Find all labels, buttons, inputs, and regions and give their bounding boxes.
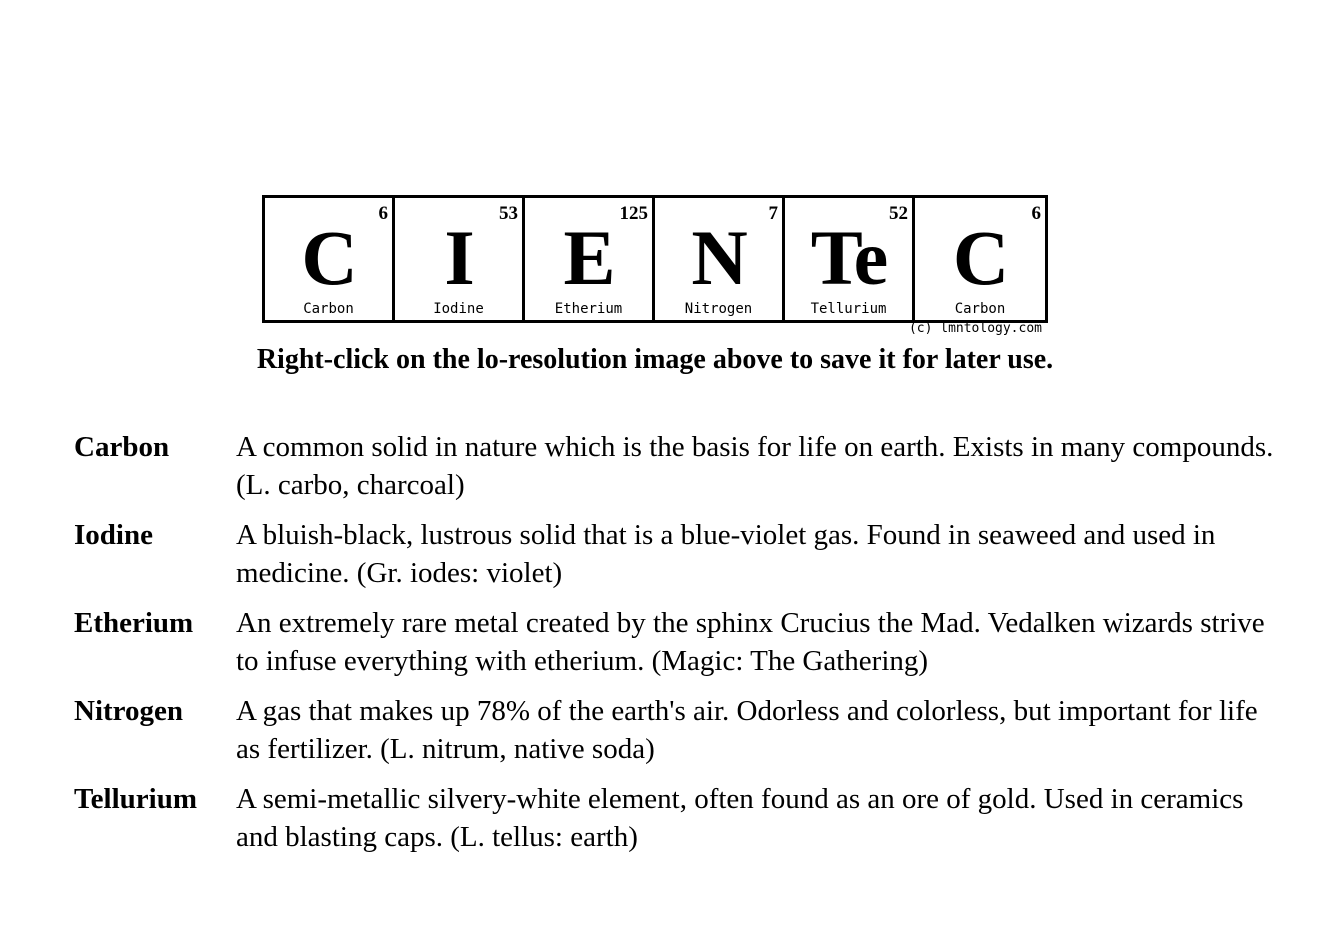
definition-row — [74, 692, 1274, 768]
element-name: Carbon — [303, 301, 354, 317]
element-symbol: Te — [810, 214, 887, 301]
element-symbol: C — [952, 214, 1008, 301]
element-tile — [785, 198, 915, 320]
copyright-notice: (c) lmntology.com — [908, 321, 1042, 336]
element-symbol: I — [444, 214, 473, 301]
save-instruction-caption: Right-click on the lo-resolution image above to save it for later use. — [256, 344, 1054, 375]
element-symbol: E — [563, 214, 614, 301]
element-name: Etherium — [554, 301, 623, 317]
atomic-number: 6 — [378, 203, 388, 224]
atomic-number: 7 — [768, 203, 778, 224]
definition-row — [74, 516, 1274, 592]
element-symbol: C — [301, 214, 356, 301]
atomic-number: 52 — [889, 203, 908, 224]
definition-text: An extremely rare metal created by the sphinx Crucius the Mad. Vedalken wizards strive to infuse everything with etherium. (Magic: The Gathering) — [236, 607, 1265, 677]
atomic-number: 53 — [499, 203, 518, 224]
element-symbol: N — [691, 214, 746, 301]
definition-term: Tellurium — [74, 783, 198, 815]
definition-term: Iodine — [74, 519, 153, 551]
element-tile — [395, 198, 525, 320]
definition-term: Nitrogen — [74, 695, 184, 727]
definition-term: Etherium — [74, 607, 194, 639]
element-tile — [915, 198, 1045, 320]
definition-row — [74, 780, 1274, 856]
element-name: Carbon — [954, 301, 1006, 317]
element-tile — [655, 198, 785, 320]
definition-term: Carbon — [74, 431, 170, 463]
definition-text: A bluish-black, lustrous solid that is a blue-violet gas. Found in seaweed and used in medicine. (Gr. iodes: violet) — [236, 519, 1216, 589]
element-tile — [525, 198, 655, 320]
definition-row — [74, 428, 1274, 504]
definition-list — [74, 428, 1274, 868]
definition-text: A common solid in nature which is the basis for life on earth. Exists in many compounds. (L. carbo, charcoal) — [236, 431, 1274, 501]
definition-row — [74, 604, 1274, 680]
element-word-image[interactable] — [262, 195, 1046, 340]
element-name: Iodine — [433, 301, 484, 317]
element-name: Tellurium — [810, 301, 887, 317]
element-name: Nitrogen — [684, 301, 753, 317]
atomic-number: 6 — [1031, 203, 1041, 224]
element-tiles — [262, 195, 1048, 323]
definition-text: A gas that makes up 78% of the earth's air. Odorless and colorless, but important for life as fertilizer. (L. nitrum, native soda) — [236, 695, 1258, 765]
atomic-number: 125 — [619, 203, 648, 224]
element-tile — [265, 198, 395, 320]
definition-text: A semi-metallic silvery-white element, often found as an ore of gold. Used in ceramics and blasting caps. (L. tellus: earth) — [236, 783, 1244, 853]
